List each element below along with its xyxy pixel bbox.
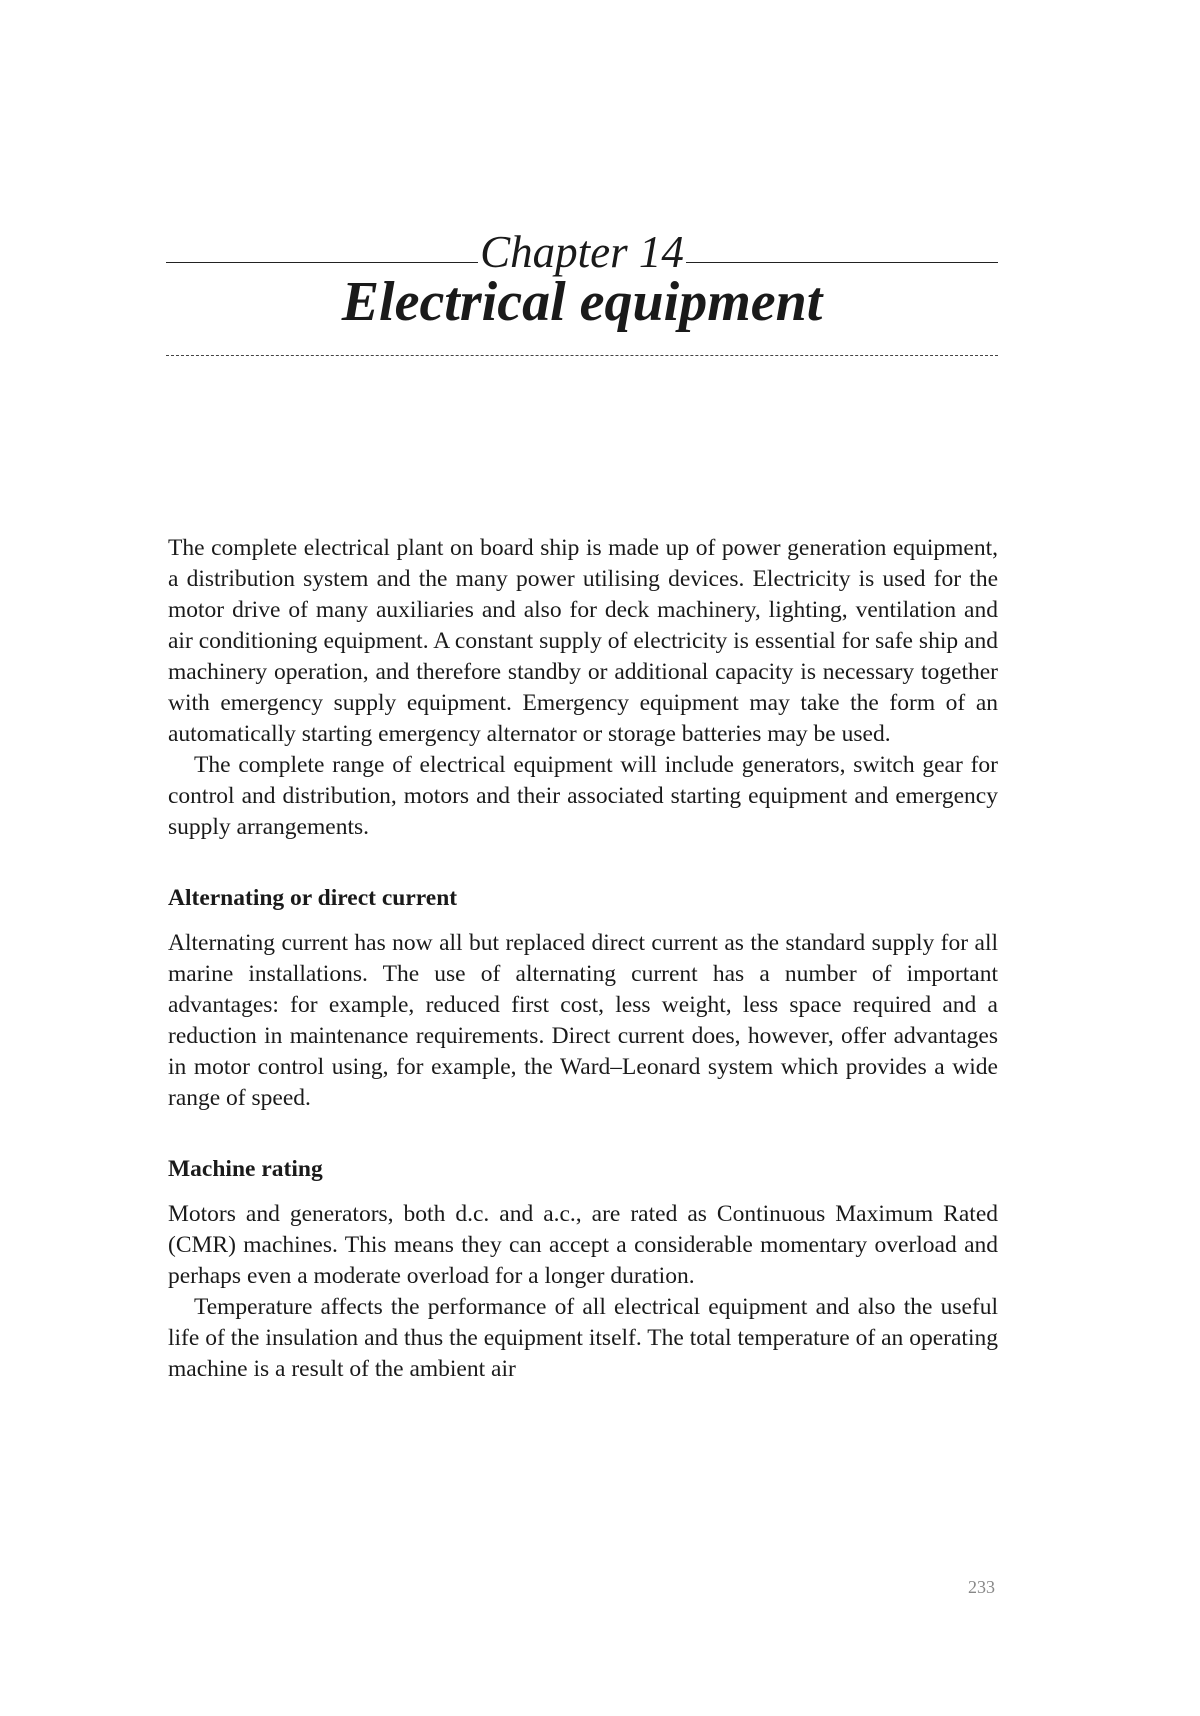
section-rating-paragraph-2: Temperature affects the performance of all electrical equipment and also the useful life of the insulation and thus the equipment itself. The total temperature of an operating machine is a result of the ambient air (168, 1294, 998, 1382)
chapter-rule-right (686, 262, 998, 263)
title-divider (166, 355, 998, 356)
section-current-paragraph-1: Alternating current has now all but replaced direct current as the standard supply for all marine installations. The use of alternating current has a number of important advantages: for example, reduced first cost, less weight, less space required and a reduction in maintenance requirements. Direct current does, however, offer advantages in motor control using, for example, the Ward–Leonard system which provides a wide range of speed. (168, 930, 998, 1111)
intro-paragraph-2: The complete range of electrical equipment will include generators, switch gear for control and distribution, motors and their associated starting equipment and emergency supply arrangements. (168, 752, 998, 840)
section-heading-rating: Machine rating (168, 1156, 323, 1182)
chapter-label: Chapter 14 (480, 227, 684, 277)
chapter-title: Electrical equipment (341, 271, 823, 333)
chapter-header (166, 215, 998, 275)
chapter-rule-left (166, 262, 478, 263)
section-rating-paragraph-1: Motors and generators, both d.c. and a.c., are rated as Continuous Maximum Rated (CMR) machines. This means they can accept a considerable momentary overload and perhaps even a moderate overload for a longer duration. (168, 1201, 998, 1289)
intro-paragraph-1: The complete electrical plant on board ship is made up of power generation equipment, a distribution system and the many power utilising devices. Electricity is used for the motor drive of many auxiliaries and also for deck machinery, lighting, ventilation and air conditioning equipment. A constant supply of electricity is essential for safe ship and machinery operation, and therefore standby or additional capacity is necessary together with emergency supply equipment. Emergency equipment may take the form of an automatically starting emergency alternator or storage batteries may be used. (168, 535, 998, 747)
page-body (168, 533, 998, 1385)
section-heading-current: Alternating or direct current (168, 885, 458, 911)
page-number: 233 (968, 1577, 995, 1597)
